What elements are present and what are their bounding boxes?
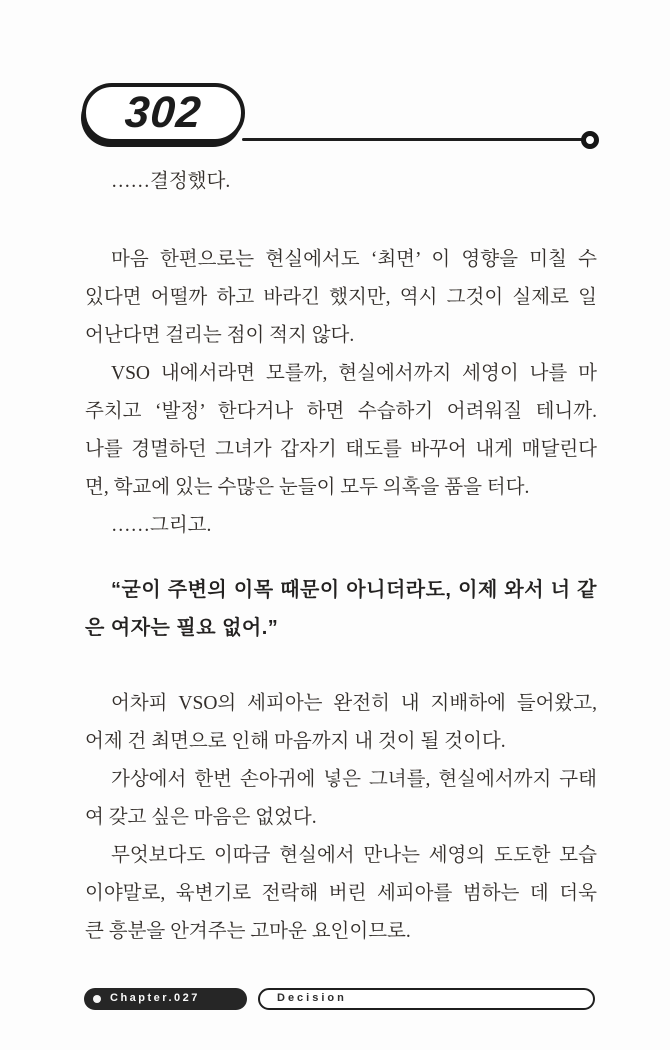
dialogue-paragraph bbox=[85, 571, 597, 647]
ring-end-icon bbox=[581, 131, 599, 149]
chapter-title: Decision bbox=[277, 992, 347, 1004]
paragraph bbox=[85, 163, 597, 201]
chapter-badge bbox=[84, 988, 247, 1010]
text-line: 여 갖고 싶은 마음은 없었다. bbox=[85, 807, 317, 828]
text-line: 어난다면 걸리는 점이 적지 않다. bbox=[85, 325, 355, 346]
text-line: 이야말로, 육변기로 전락해 버린 세피아를 범하는 데 더욱 bbox=[85, 883, 597, 904]
text-line: 큰 흥분을 안겨주는 고마운 요인이므로. bbox=[85, 921, 411, 942]
text-line: ……결정했다. bbox=[111, 171, 231, 192]
text-line: 가상에서 한번 손아귀에 넣은 그녀를, 현실에서까지 구태 bbox=[111, 769, 597, 790]
chapter-title-badge bbox=[258, 988, 595, 1010]
text-line: 무엇보다도 이따금 현실에서 만나는 세영의 도도한 모습 bbox=[111, 845, 597, 866]
text-line: 마음 한편으로는 현실에서도 ‘최면’ 이 영향을 미칠 수 bbox=[111, 249, 597, 270]
text-line: 있다면 어떨까 하고 바라긴 했지만, 역시 그것이 실제로 일 bbox=[85, 287, 597, 308]
chapter-label: Chapter.027 bbox=[110, 992, 200, 1004]
paragraph bbox=[85, 507, 597, 545]
text-line: 면, 학교에 있는 수많은 눈들이 모두 의혹을 품을 터다. bbox=[85, 477, 530, 498]
text-line: 나를 경멸하던 그녀가 갑자기 태도를 바꾸어 내게 매달린다 bbox=[85, 439, 597, 460]
page-number-badge bbox=[82, 83, 245, 143]
text-line: 주치고 ‘발정’ 한다거나 하면 수습하기 어려워질 테니까. bbox=[85, 401, 597, 422]
paragraph bbox=[85, 685, 597, 761]
body-text bbox=[85, 163, 597, 951]
text-line: ……그리고. bbox=[111, 515, 212, 536]
text-line: 어차피 VSO의 세피아는 완전히 내 지배하에 들어왔고, bbox=[111, 693, 597, 714]
paragraph bbox=[85, 241, 597, 355]
paragraph bbox=[85, 355, 597, 507]
text-line: VSO 내에서라면 모를까, 현실에서까지 세영이 나를 마 bbox=[111, 363, 597, 384]
paragraph bbox=[85, 761, 597, 837]
paragraph bbox=[85, 837, 597, 951]
header-rule-line bbox=[242, 138, 584, 141]
text-line: 은 여자는 필요 없어.” bbox=[85, 617, 279, 639]
text-line: “굳이 주변의 이목 때문이 아니더라도, 이제 와서 너 같 bbox=[111, 579, 597, 601]
bullet-dot-icon bbox=[93, 995, 101, 1003]
page-number: 302 bbox=[123, 88, 204, 137]
text-line: 어제 건 최면으로 인해 마음까지 내 것이 될 것이다. bbox=[85, 731, 506, 752]
